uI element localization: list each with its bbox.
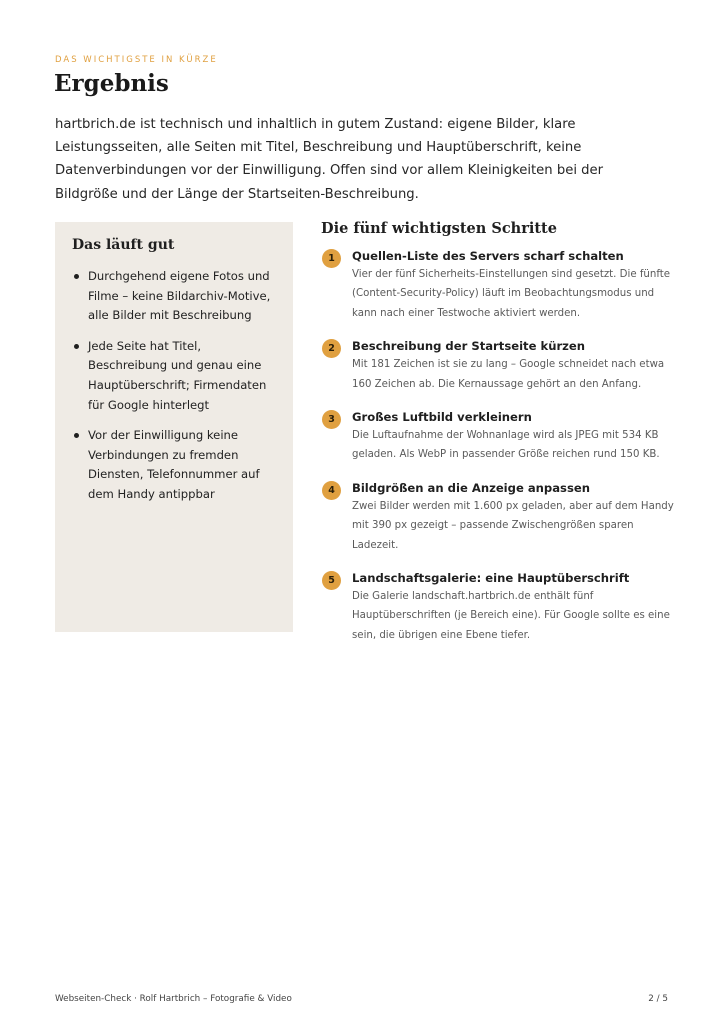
step-description: Vier der fünf Sicherheits-Einstellungen sind gesetzt. Die fünfte (Content-Security-Policy) läuft im Beobachtungsmodus und kann nach einer Testwoche aktiviert werden. <box>352 269 670 319</box>
strengths-box <box>55 222 293 632</box>
strength-text: Durchgehend eigene Fotos und Filme – keine Bildarchiv-Motive, alle Bilder mit Beschreibung <box>88 269 271 323</box>
strengths-list <box>72 267 279 505</box>
step-title: Bildgrößen an die Anzeige anpassen <box>352 480 590 495</box>
step-title: Beschreibung der Startseite kürzen <box>352 339 586 354</box>
page-title: Ergebnis <box>54 70 169 97</box>
step-description: Mit 181 Zeichen ist sie zu lang – Google schneidet nach etwa 160 Zeichen ab. Die Kernaussage gehört an den Anfang. <box>352 359 665 390</box>
bullet-icon <box>74 433 79 438</box>
step-item <box>321 479 676 555</box>
strengths-heading: Das läuft gut <box>72 237 175 253</box>
step-number-badge: 5 <box>322 571 341 590</box>
step-description: Die Galerie landschaft.hartbrich.de enthält fünf Hauptüberschriften (je Bereich eine). Für Google sollte es eine sein, die übrigen eine Ebene tiefer. <box>352 591 670 641</box>
step-title: Großes Luftbild verkleinern <box>352 410 532 425</box>
strength-item <box>72 337 279 415</box>
step-description: Zwei Bilder werden mit 1.600 px geladen, aber auf dem Handy mit 390 px gezeigt – passende Zwischengrößen sparen Ladezeit. <box>352 500 674 551</box>
step-item <box>321 247 676 323</box>
step-item <box>321 337 676 394</box>
step-description: Die Luftaufnahme der Wohnanlage wird als JPEG mit 534 KB geladen. Als WebP in passender Größe reichen rund 150 KB. <box>352 430 660 461</box>
step-item <box>321 408 676 465</box>
step-number-badge: 2 <box>322 339 341 358</box>
step-number-badge: 3 <box>322 410 341 429</box>
strength-item <box>72 426 279 504</box>
step-number-badge: 4 <box>322 481 341 500</box>
step-title: Landschaftsgalerie: eine Hauptüberschrift <box>352 571 630 586</box>
steps-heading: Die fünf wichtigsten Schritte <box>321 220 557 237</box>
strength-text: Vor der Einwilligung keine Verbindungen zu fremden Diensten, Telefonnummer auf dem Handy antippbar <box>88 428 260 501</box>
step-number-badge: 1 <box>322 249 341 268</box>
page-footer <box>55 994 668 1004</box>
bullet-icon <box>74 274 79 279</box>
footer-document-title: Webseiten-Check · Rolf Hartbrich – Fotografie & Video <box>55 994 292 1004</box>
page-number: 2 / 5 <box>648 994 668 1004</box>
summary-paragraph: hartbrich.de ist technisch und inhaltlich in gutem Zustand: eigene Bilder, klare Leistungsseiten, alle Seiten mit Titel, Beschreibung und Hauptüberschrift, keine Datenverbindungen vor der Einwilligung. Offen sind vor allem Kleinigkeiten bei der Bildgröße und der Länge der Startseiten-Beschreibung. <box>55 117 604 202</box>
step-title: Quellen-Liste des Servers scharf schalten <box>352 249 624 263</box>
section-kicker: DAS WICHTIGSTE IN KÜRZE <box>55 55 218 65</box>
bullet-icon <box>74 344 79 349</box>
step-item <box>321 569 676 645</box>
steps-section <box>321 220 676 659</box>
strength-item <box>72 267 279 326</box>
strength-text: Jede Seite hat Titel, Beschreibung und genau eine Hauptüberschrift; Firmendaten für Google hinterlegt <box>88 338 267 412</box>
